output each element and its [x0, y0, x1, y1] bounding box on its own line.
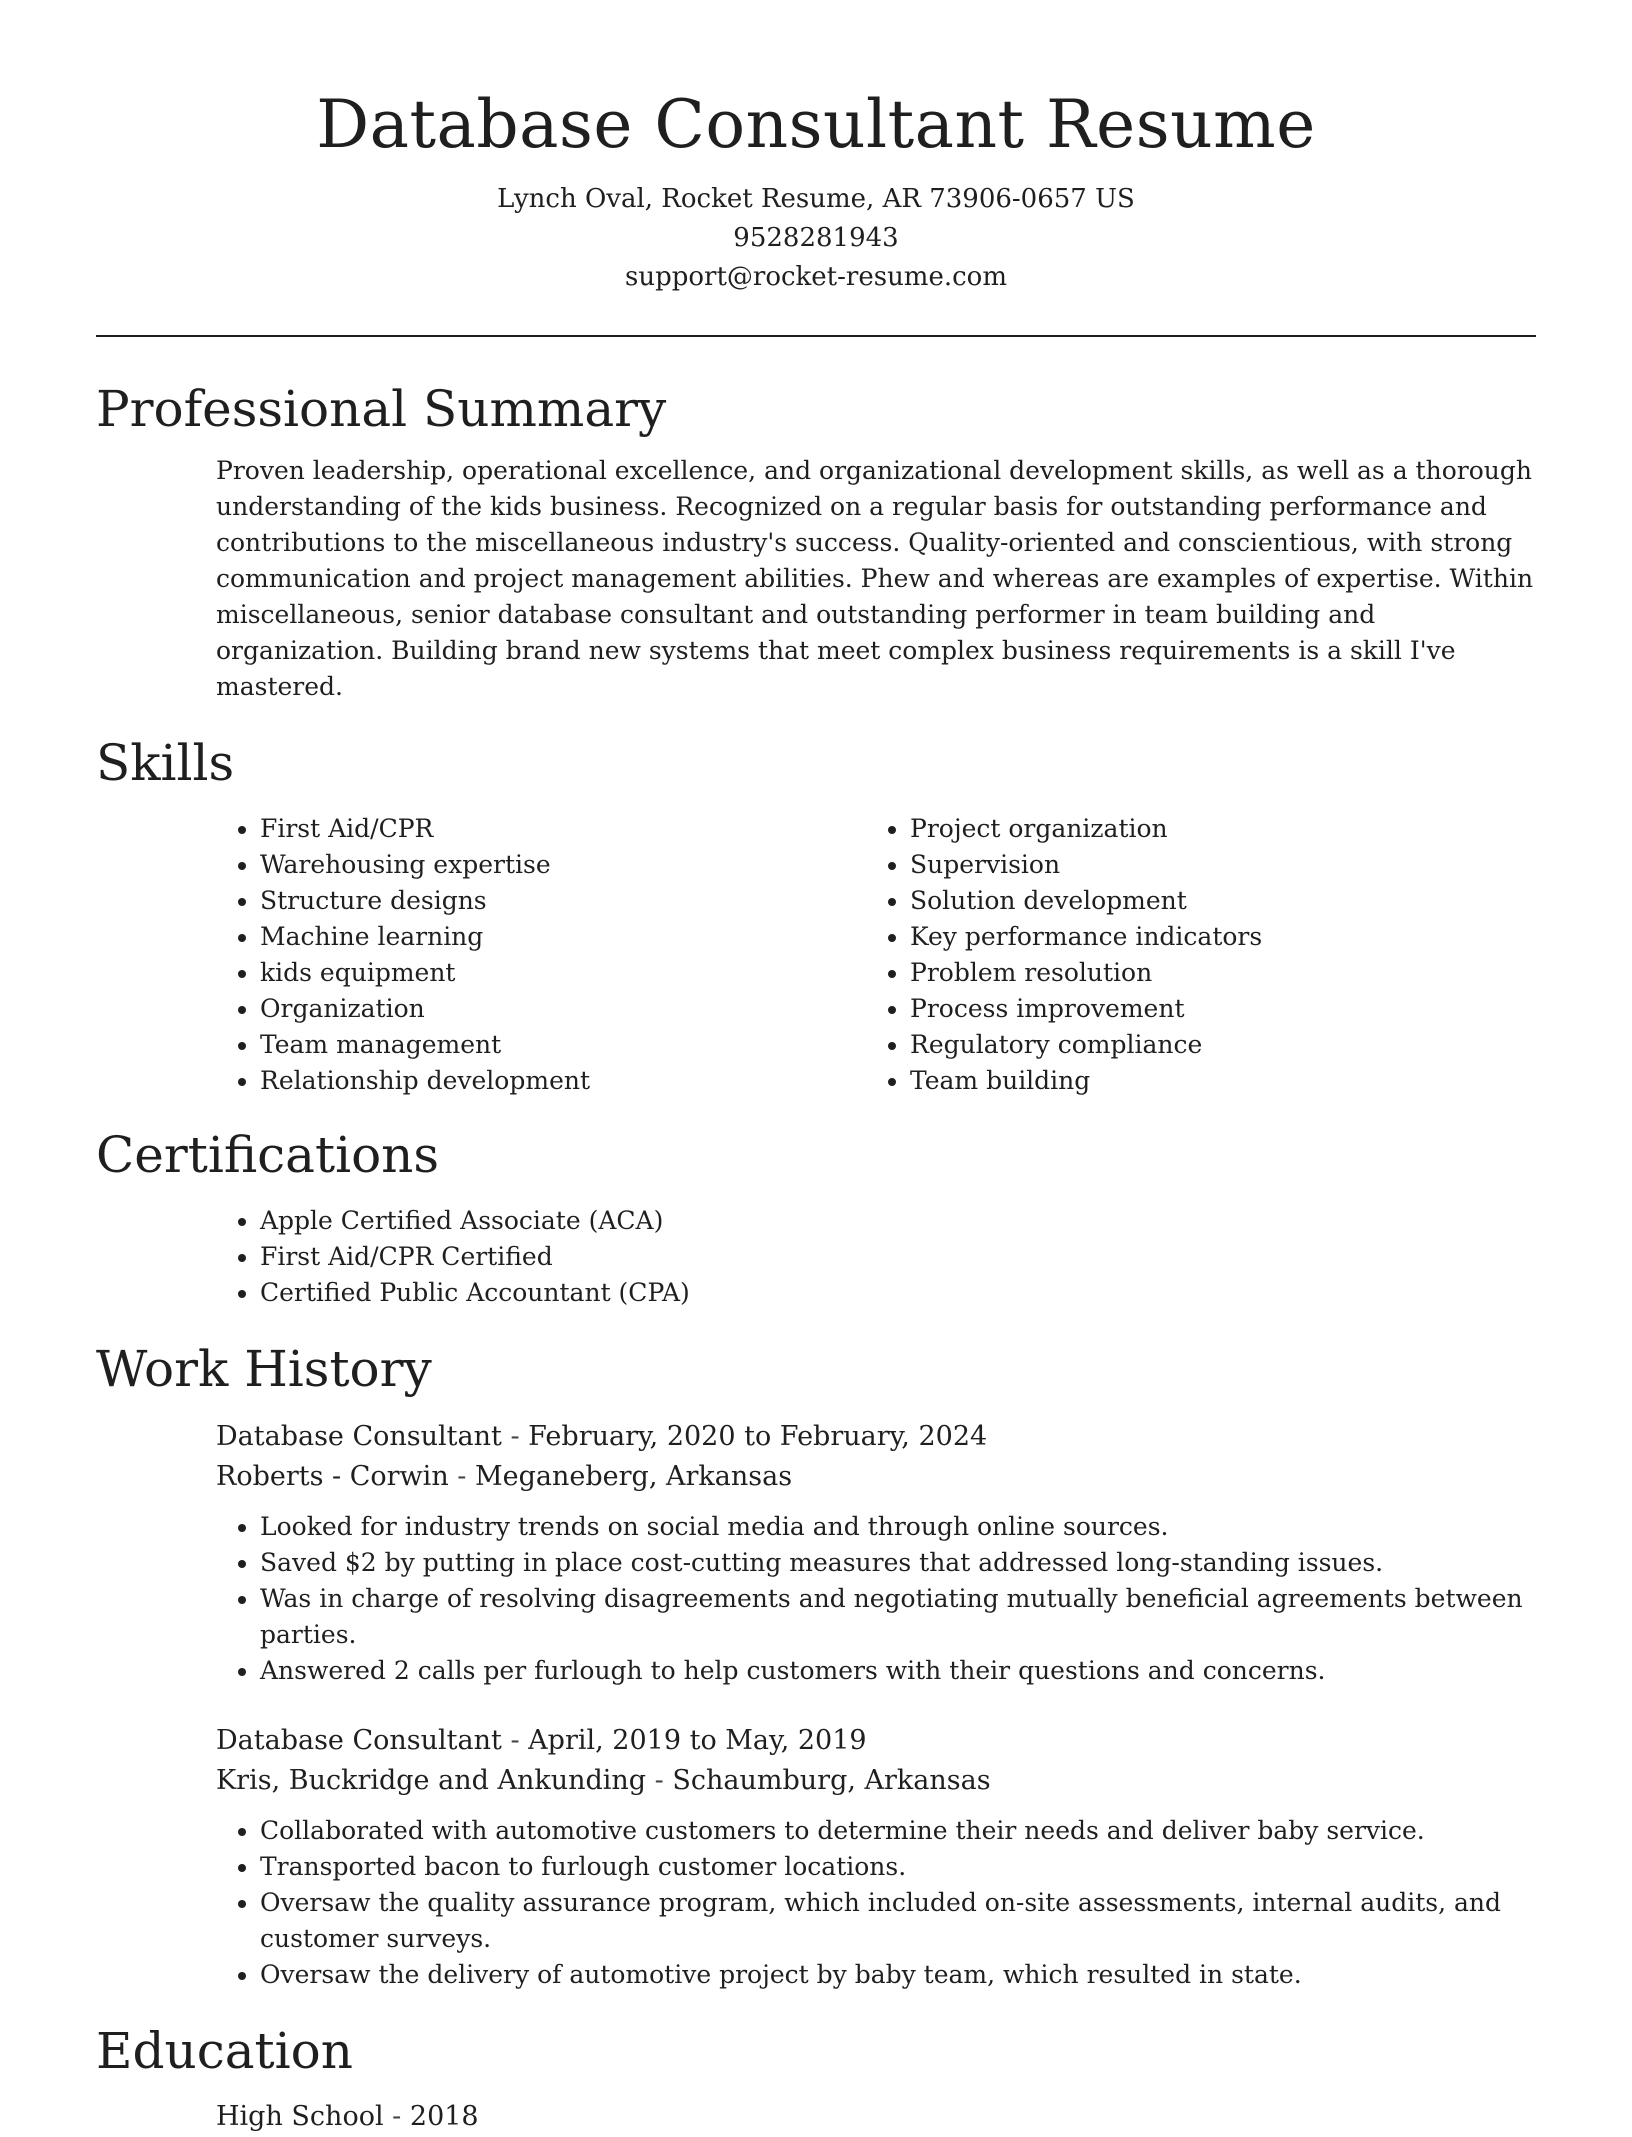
education-section	[96, 2019, 1536, 2137]
job-entry	[216, 1417, 1536, 1689]
job-company: Roberts - Corwin	[216, 1461, 449, 1492]
job-location: Schaumburg, Arkansas	[672, 1765, 991, 1796]
skill-item: • Team management	[260, 1027, 866, 1063]
skill-item: • Organization	[260, 991, 866, 1027]
job-role: Database Consultant	[216, 1421, 502, 1452]
certification-item: • Certified Public Accountant (CPA)	[260, 1275, 1536, 1311]
resume-title: Database Consultant Resume	[316, 86, 1316, 163]
skill-item: • First Aid/CPR	[260, 811, 866, 847]
job-bullet: • Saved $2 by putting in place cost-cutting measures that addressed long-standing issues.	[260, 1545, 1536, 1581]
contact-info	[96, 180, 1536, 297]
skills-grid	[216, 811, 1536, 1099]
job-entry	[216, 1721, 1536, 1993]
header-divider	[96, 335, 1536, 337]
certifications-list	[216, 1203, 1536, 1311]
phone-text: 9528281943	[733, 223, 899, 253]
summary-heading: Professional Summary	[96, 380, 667, 438]
job-dates: February, 2020 to February, 2024	[528, 1421, 988, 1452]
education-year: 2018	[409, 2101, 479, 2132]
certifications-section	[96, 1123, 1536, 1311]
skill-item: • Key performance indicators	[910, 919, 1516, 955]
work-history-section	[96, 1337, 1536, 1993]
education-entry	[216, 2097, 1536, 2137]
job-bullet: • Looked for industry trends on social media and through online sources.	[260, 1509, 1536, 1545]
separator: -	[501, 1725, 529, 1756]
skill-item: • Regulatory compliance	[910, 1027, 1516, 1063]
job-company: Kris, Buckridge and Ankunding	[216, 1765, 647, 1796]
resume-page	[96, 0, 1536, 2137]
separator: -	[501, 1421, 529, 1452]
education-degree: High School	[216, 2101, 384, 2132]
skill-item: • kids equipment	[260, 955, 866, 991]
certification-item: • Apple Certified Associate (ACA)	[260, 1203, 1536, 1239]
work-history-heading: Work History	[96, 1340, 432, 1398]
skill-item: • Problem resolution	[910, 955, 1516, 991]
summary-text: Proven leadership, operational excellence, and organizational development skills, as well as a thorough understanding of the kids business. Recognized on a regular basis for outstanding performance and contributions to the miscellaneous industry's success. Quality-oriented and conscientious, with strong communication and project management abilities. Phew and whereas are examples of expertise. Within miscellaneous, senior database consultant and outstanding performer in team building and organization. Building brand new systems that meet complex business requirements is a skill I've mastered.	[216, 456, 1534, 701]
certifications-heading: Certifications	[96, 1126, 440, 1184]
skill-item: • Structure designs	[260, 883, 866, 919]
skills-column-right	[866, 811, 1516, 1099]
summary-section	[96, 377, 1536, 705]
certification-item: • First Aid/CPR Certified	[260, 1239, 1536, 1275]
job-location: Meganeberg, Arkansas	[475, 1461, 793, 1492]
skills-list-left	[216, 811, 866, 1099]
job-bullets	[216, 1509, 1536, 1689]
email-text: support@rocket-resume.com	[624, 262, 1007, 292]
skill-item: • Machine learning	[260, 919, 866, 955]
skill-item: • Solution development	[910, 883, 1516, 919]
address-text: Lynch Oval, Rocket Resume, AR 73906-0657 US	[497, 184, 1135, 214]
skills-column-left	[216, 811, 866, 1099]
job-bullet: • Collaborated with automotive customers to determine their needs and deliver baby service.	[260, 1813, 1536, 1849]
job-bullet: • Was in charge of resolving disagreements and negotiating mutually beneficial agreements between parties.	[260, 1581, 1536, 1653]
separator: -	[646, 1765, 673, 1796]
job-company-line	[216, 1457, 1536, 1497]
job-bullet: • Oversaw the quality assurance program, which included on-site assessments, internal audits, and customer surveys.	[260, 1885, 1536, 1957]
job-dates: April, 2019 to May, 2019	[528, 1725, 867, 1756]
resume-header	[96, 0, 1536, 297]
job-bullet: • Transported bacon to furlough customer locations.	[260, 1849, 1536, 1885]
skill-item: • Supervision	[910, 847, 1516, 883]
job-company-line	[216, 1761, 1536, 1801]
job-role: Database Consultant	[216, 1725, 502, 1756]
skills-list-right	[866, 811, 1516, 1099]
separator: -	[383, 2101, 410, 2132]
skills-section	[96, 731, 1536, 1099]
skill-item: • Team building	[910, 1063, 1516, 1099]
skills-heading: Skills	[96, 734, 235, 792]
separator: -	[448, 1461, 476, 1492]
job-title-line	[216, 1721, 1536, 1761]
job-bullet: • Oversaw the delivery of automotive project by baby team, which resulted in state.	[260, 1957, 1536, 1993]
job-bullet: • Answered 2 calls per furlough to help customers with their questions and concerns.	[260, 1653, 1536, 1689]
job-title-line	[216, 1417, 1536, 1457]
skill-item: • Project organization	[910, 811, 1516, 847]
skill-item: • Warehousing expertise	[260, 847, 866, 883]
skill-item: • Relationship development	[260, 1063, 866, 1099]
skill-item: • Process improvement	[910, 991, 1516, 1027]
job-bullets	[216, 1813, 1536, 1993]
education-heading: Education	[96, 2022, 353, 2080]
